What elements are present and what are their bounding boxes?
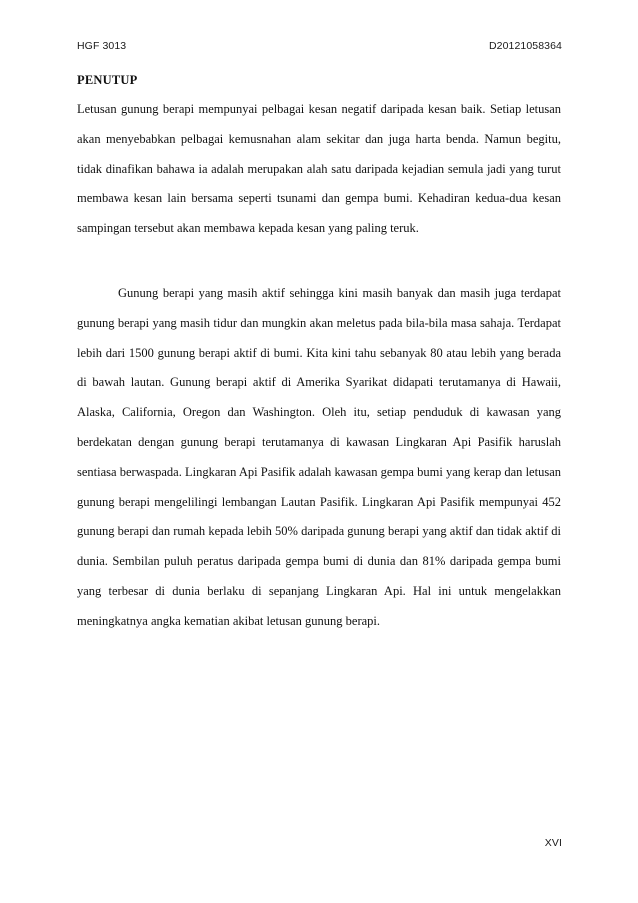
- paragraph-1: Letusan gunung berapi mempunyai pelbagai kesan negatif daripada kesan baik. Setiap letusan akan menyebabkan pelbagai kemusnahan alam sekitar dan juga harta benda. Namun begitu, tidak dinafikan bahawa ia adalah merupakan alah satu daripada kejadian semula jadi yang turut membawa kesan lain bersama seperti tsunami dan gempa bumi. Kehadiran kedua-dua kesan sampingan tersebut akan membawa kepada kesan yang paling teruk.: [77, 102, 561, 236]
- section-title: PENUTUP: [77, 73, 138, 87]
- header-course-code: HGF 3013: [77, 40, 127, 52]
- paragraph-2: Gunung berapi yang masih aktif sehingga kini masih banyak dan masih juga terdapat gunung berapi yang masih tidur dan mungkin akan meletus pada bila-bila masa sahaja. Terdapat lebih dari 1500 gunung berapi aktif di bumi. Kita kini tahu sebanyak 80 atau lebih yang berada di bawah lautan. Gunung berapi aktif di Amerika Syarikat didapati terutamanya di Hawaii, Alaska, California, Oregon dan Washington. Oleh itu, setiap penduduk di kawasan yang berdekatan dengan gunung berapi terutamanya di kawasan Lingkaran Api Pasifik haruslah sentiasa berwaspada. Lingkaran Api Pasifik adalah kawasan gempa bumi yang kerap dan letusan gunung berapi mengelilingi lembangan Lautan Pasifik. Lingkaran Api Pasifik mempunyai 452 gunung berapi dan rumah kepada lebih 50% daripada gunung berapi yang aktif dan tidak aktif di dunia. Sembilan puluh peratus daripada gempa bumi di dunia dan 81% daripada gempa bumi yang terbesar di dunia berlaku di sepanjang Lingkaran Api. Hal ini untuk mengelakkan meningkatnya angka kematian akibat letusan gunung berapi.: [77, 286, 561, 628]
- header-student-id: D20121058364: [488, 40, 562, 52]
- page-number: XVI: [544, 837, 562, 849]
